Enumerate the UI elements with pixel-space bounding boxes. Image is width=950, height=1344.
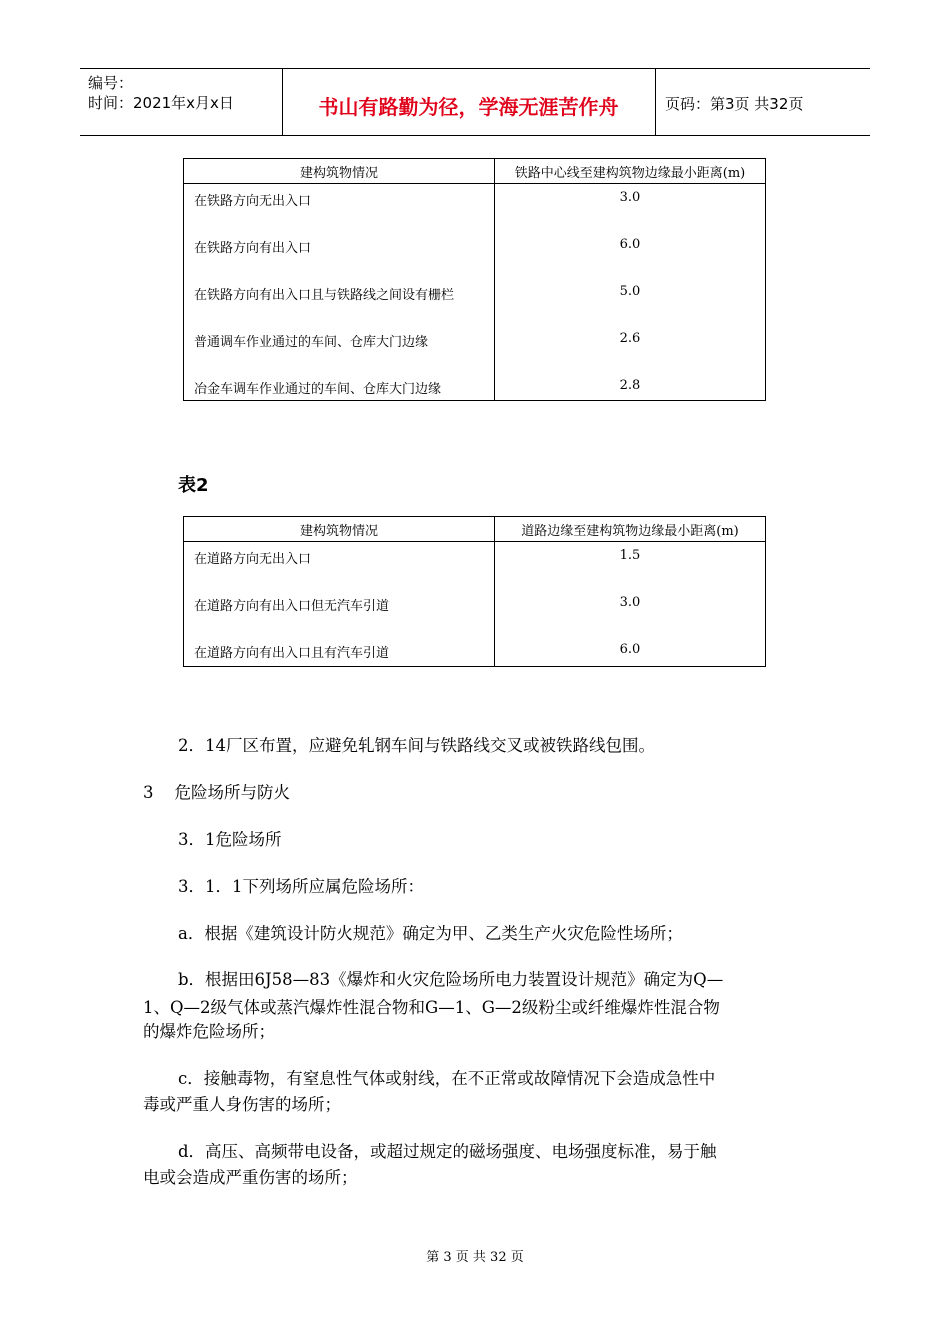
- table-row: [184, 542, 766, 596]
- page-header: [80, 68, 870, 136]
- table-row: [184, 284, 766, 331]
- header-divider: [655, 69, 656, 135]
- table-header-row: [184, 159, 766, 184]
- table-cell: 在铁路方向有出入口且与铁路线之间设有栅栏: [184, 284, 495, 331]
- subsection-heading: 3．1危险场所: [178, 830, 282, 849]
- list-item-line: c．接触毒物，有窒息性气体或射线，在不正常或故障情况下会造成急性中: [178, 1069, 716, 1088]
- table-cell: 2.6: [495, 331, 766, 378]
- table-row: [184, 237, 766, 284]
- page-footer: 第 3 页 共 32 页: [426, 1250, 524, 1265]
- table-row: [184, 595, 766, 642]
- paragraph: 3．1．1下列场所应属危险场所：: [178, 877, 424, 896]
- list-item: a．根据《建筑设计防火规范》确定为甲、乙类生产火灾危险性场所；: [178, 924, 683, 943]
- column-header: 建构筑物情况: [184, 517, 495, 542]
- table-caption: 表2: [178, 475, 209, 496]
- list-item-line: 的爆炸危险场所；: [143, 1022, 275, 1041]
- table-cell: 3.0: [495, 595, 766, 642]
- table-cell: 冶金车调车作业通过的车间、仓库大门边缘: [184, 378, 495, 401]
- table-cell: 在铁路方向有出入口: [184, 237, 495, 284]
- column-header: 建构筑物情况: [184, 159, 495, 184]
- list-item-line: 电或会造成严重伤害的场所；: [143, 1168, 358, 1187]
- column-header: 道路边缘至建构筑物边缘最小距离(m): [495, 517, 766, 542]
- section-heading: 3 危险场所与防火: [143, 783, 290, 802]
- table-row: [184, 378, 766, 401]
- table-row: [184, 642, 766, 667]
- list-item-line: d．高压、高频带电设备，或超过规定的磁场强度、电场强度标准，易于触: [178, 1142, 717, 1161]
- header-meta: [88, 73, 234, 113]
- list-item-line: 毒或严重人身伤害的场所；: [143, 1095, 341, 1114]
- table-cell: 普通调车作业通过的车间、仓库大门边缘: [184, 331, 495, 378]
- table-cell: 6.0: [495, 237, 766, 284]
- table-row: [184, 331, 766, 378]
- table-cell: 在铁路方向无出入口: [184, 184, 495, 238]
- table-cell: 3.0: [495, 184, 766, 238]
- table-cell: 在道路方向有出入口但无汽车引道: [184, 595, 495, 642]
- list-item-line: 1、Q—2级气体或蒸汽爆炸性混合物和G—1、G—2级粉尘或纤维爆炸性混合物: [143, 998, 720, 1017]
- table-row: [184, 184, 766, 238]
- table-cell: 在道路方向有出入口且有汽车引道: [184, 642, 495, 667]
- road-distance-table: [183, 516, 766, 667]
- header-motto: 书山有路勤为径，学海无涯苦作舟: [318, 95, 619, 119]
- list-item-line: b．根据田6J58—83《爆炸和火灾危险场所电力装置设计规范》确定为Q—: [178, 970, 724, 989]
- table-cell: 5.0: [495, 284, 766, 331]
- paragraph: 2．14厂区布置，应避免轧钢车间与铁路线交叉或被铁路线包围。: [178, 736, 655, 755]
- railway-distance-table: [183, 158, 766, 401]
- table-cell: 1.5: [495, 542, 766, 596]
- header-time: 时间：2021年x月x日: [88, 94, 234, 112]
- header-page-info: 页码：第3页 共32页: [665, 95, 804, 113]
- table-cell: 6.0: [495, 642, 766, 667]
- table-header-row: [184, 517, 766, 542]
- header-number: 编号：: [88, 74, 134, 92]
- table-cell: 在道路方向无出入口: [184, 542, 495, 596]
- table-cell: 2.8: [495, 378, 766, 401]
- column-header: 铁路中心线至建构筑物边缘最小距离(m): [495, 159, 766, 184]
